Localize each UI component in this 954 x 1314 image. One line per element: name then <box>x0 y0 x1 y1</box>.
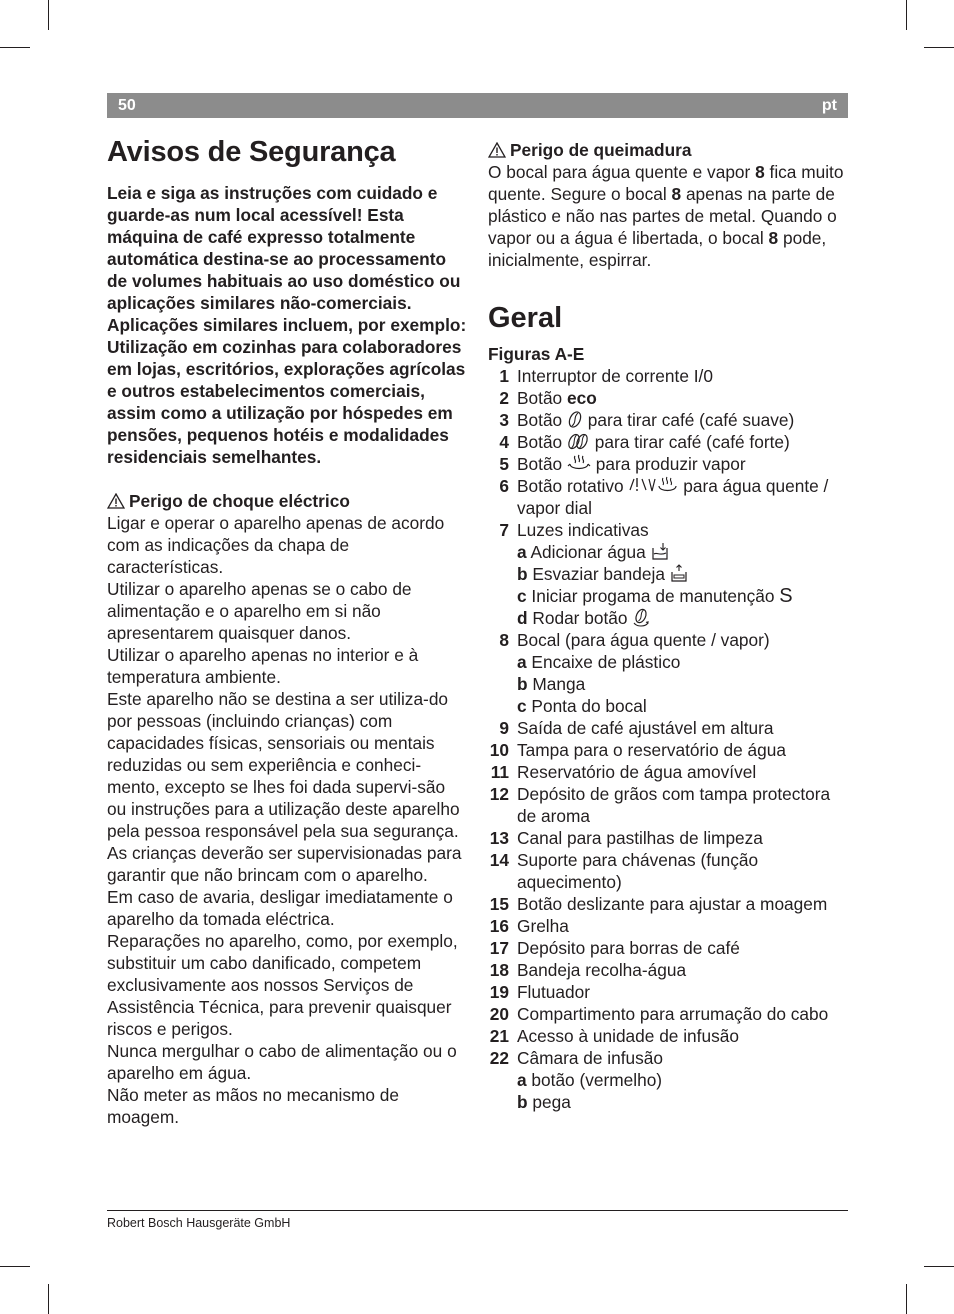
item-text: Botão <box>517 388 567 408</box>
warning-triangle-icon <box>107 493 125 509</box>
safety-paragraph: Nunca mergulhar o cabo de alimentação ou o aparelho em água. <box>107 1041 457 1083</box>
turn-knob-icon <box>632 608 650 627</box>
item-number: 6 <box>499 476 509 496</box>
page-number: 50 <box>118 97 136 114</box>
item-text: para água quente / vapor dial <box>517 476 829 518</box>
list-item <box>488 981 850 1003</box>
item-text: Botão deslizante para ajustar a moagem <box>517 894 828 914</box>
item-number: 16 <box>489 916 509 936</box>
burn-warning-title: Perigo de queimadura <box>510 140 692 160</box>
item-text: Botão <box>517 454 567 474</box>
section-title-general: Geral <box>488 302 563 334</box>
item-number: 2 <box>499 388 509 408</box>
burn-warning-paragraph <box>488 161 850 271</box>
strong-coffee-beans-icon <box>567 432 590 451</box>
sub-item <box>517 563 850 585</box>
burn-ref-number: 8 <box>671 184 682 204</box>
list-item <box>488 1047 850 1113</box>
burn-ref-number: 8 <box>755 162 765 182</box>
item-text: Botão <box>517 432 567 452</box>
mild-coffee-bean-icon <box>567 410 583 429</box>
figures-label: Figuras A-E <box>488 344 585 364</box>
list-item <box>488 431 850 453</box>
safety-paragraph: As crianças deverão ser supervisionadas para garantir que não brincam com o aparelho. <box>107 843 462 885</box>
item-number: 1 <box>499 366 509 386</box>
sub-letter: a <box>517 652 527 672</box>
item-text: Luzes indicativas <box>517 520 649 540</box>
sub-item <box>517 607 850 629</box>
sub-item <box>517 695 850 717</box>
item-text: Reservatório de água amovível <box>517 762 757 782</box>
sub-letter: a <box>517 542 527 562</box>
item-text: Grelha <box>517 916 569 936</box>
item-number: 5 <box>499 454 509 474</box>
item-text: Depósito para borras de café <box>517 938 740 958</box>
item-text: Bocal (para água quente / vapor) <box>517 630 770 650</box>
sub-item <box>517 1091 850 1113</box>
item-text: para produzir vapor <box>590 454 746 474</box>
item-number: 12 <box>489 784 509 804</box>
list-item <box>488 783 850 827</box>
shock-warning-title: Perigo de choque eléctrico <box>129 491 350 511</box>
footer-company: Robert Bosch Hausgeräte GmbH <box>107 1216 291 1230</box>
safety-paragraph: Utilizar o aparelho apenas no interior e à temperatura ambiente. <box>107 645 419 687</box>
item-number: 14 <box>489 850 509 870</box>
list-item <box>488 519 850 629</box>
list-item <box>488 761 850 783</box>
add-water-icon <box>651 542 669 561</box>
item-text: Botão <box>517 410 567 430</box>
safety-paragraph: Utilizar o aparelho apenas se o cabo de alimentação e o aparelho em si não apresentarem quaisquer danos. <box>107 579 412 643</box>
item-number: 17 <box>489 938 509 958</box>
item-text: Acesso à unidade de infusão <box>517 1026 739 1046</box>
burn-ref-number: 8 <box>768 228 779 248</box>
sub-letter: a <box>517 1070 527 1090</box>
sub-text: Rodar botão <box>527 608 633 628</box>
sub-item <box>517 673 850 695</box>
sub-text: botão (vermelho) <box>526 1070 663 1090</box>
item-number: 7 <box>499 520 509 540</box>
safety-paragraph: Em caso de avaria, desligar imediatamente o aparelho da tomada eléctrica. <box>107 887 453 929</box>
item-text: Compartimento para arrumação do cabo <box>517 1004 829 1024</box>
list-item <box>488 959 850 981</box>
list-item <box>488 409 850 431</box>
sub-item <box>517 651 850 673</box>
item-number: 15 <box>489 894 509 914</box>
sub-text: Ponta do bocal <box>526 696 647 716</box>
sub-text: Encaixe de plástico <box>526 652 681 672</box>
burn-text: fica muito quente. Segure o bocal <box>488 162 844 204</box>
intro-paragraph: Leia e siga as instruções com cuidado e guarde-as num local acessível! Esta máquina de café expresso totalmente automática destina-se ao processamento de volumes habituais ao uso doméstico ou aplicações similares não-comerciais. Aplicações similares incluem, por exemplo: Utilização em cozinhas para colaboradores em lojas, escritórios, explorações agrícolas e outros estabelecimentos comerciais, assim como a utilização por hóspedes em pensões, pequenos hotéis e modalidades residenciais semelhantes. <box>107 183 467 467</box>
item-text: Canal para pastilhas de limpeza <box>517 828 763 848</box>
crop-mark <box>0 1266 30 1267</box>
list-item <box>488 365 850 387</box>
steam-icon <box>567 454 591 473</box>
list-item <box>488 915 850 937</box>
crop-mark <box>48 0 49 30</box>
warning-triangle-icon <box>488 142 506 158</box>
item-number: 10 <box>489 740 509 760</box>
list-item <box>488 1003 850 1025</box>
item-text: Suporte para chávenas (função aquecimento) <box>517 850 759 892</box>
item-text: Flutuador <box>517 982 591 1002</box>
hot-water-steam-icon <box>628 476 678 495</box>
sub-text: Iniciar progama de manutenção <box>526 586 780 606</box>
list-item <box>488 387 850 409</box>
right-column <box>488 139 850 1113</box>
parts-list <box>488 365 850 1113</box>
item-text: Interruptor de corrente I/0 <box>517 366 713 386</box>
safety-paragraph: Este aparelho não se destina a ser utiliza-do por pessoas (incluindo crianças) com capacidades físicas, sensoriais ou mentais reduzidas ou sem experiência e conheci-mento, excepto se lhes foi dada supervi-são ou instruções para a utilização deste aparelho pela pessoa responsável pela sua segurança. <box>107 689 460 841</box>
eco-label: eco <box>566 388 597 408</box>
list-item <box>488 893 850 915</box>
sub-item <box>517 1069 850 1091</box>
list-item <box>488 1025 850 1047</box>
sub-item <box>517 541 850 563</box>
sub-text: Manga <box>527 674 586 694</box>
item-number: 9 <box>499 718 509 738</box>
sub-text: pega <box>527 1092 571 1112</box>
sub-letter: b <box>517 564 528 584</box>
item-number: 13 <box>489 828 509 848</box>
sub-letter: c <box>517 586 527 606</box>
safety-paragraph: Ligar e operar o aparelho apenas de acordo com as indicações da chapa de características. <box>107 513 445 577</box>
shock-warning-heading <box>107 490 467 512</box>
sub-letter: b <box>517 674 528 694</box>
burn-warning-heading <box>488 139 850 161</box>
item-number: 20 <box>489 1004 509 1024</box>
language-code: pt <box>821 97 837 114</box>
sub-text: Esvaziar bandeja <box>527 564 670 584</box>
item-text: Câmara de infusão <box>517 1048 664 1068</box>
item-text: Botão rotativo <box>517 476 629 496</box>
item-number: 18 <box>489 960 509 980</box>
list-item <box>488 739 850 761</box>
footer-divider <box>107 1210 848 1211</box>
sub-letter: b <box>517 1092 528 1112</box>
item-number: 11 <box>490 762 509 782</box>
crop-mark <box>906 1284 907 1314</box>
empty-tray-icon <box>670 564 688 583</box>
list-item <box>488 937 850 959</box>
crop-mark <box>906 0 907 30</box>
list-item <box>488 453 850 475</box>
item-number: 19 <box>489 982 509 1002</box>
page-header-bar <box>107 93 848 118</box>
sub-letter: d <box>517 608 528 628</box>
crop-mark <box>48 1284 49 1314</box>
item-text: para tirar café (café suave) <box>582 410 795 430</box>
service-s-icon: S <box>779 585 793 607</box>
crop-mark <box>0 47 30 48</box>
item-number: 22 <box>489 1048 509 1068</box>
burn-text: O bocal para água quente e vapor <box>488 162 756 182</box>
burn-text: apenas na parte de plástico e não nas partes de metal. Quando o vapor ou a água é libertada, o bocal <box>488 184 837 248</box>
sub-text: Adicionar água <box>526 542 651 562</box>
list-item <box>488 717 850 739</box>
item-text: Tampa para o reservatório de água <box>517 740 786 760</box>
sub-item <box>517 585 850 607</box>
sub-letter: c <box>517 696 527 716</box>
safety-paragraph: Não meter as mãos no mecanismo de moagem. <box>107 1085 399 1127</box>
item-number: 3 <box>499 410 509 430</box>
crop-mark <box>924 47 954 48</box>
item-number: 21 <box>489 1026 509 1046</box>
list-item <box>488 475 850 519</box>
list-item <box>488 629 850 717</box>
item-text: para tirar café (café forte) <box>589 432 790 452</box>
crop-mark <box>924 1266 954 1267</box>
burn-text: pode, inicialmente, espirrar. <box>488 228 827 270</box>
item-number: 4 <box>499 432 509 452</box>
list-item <box>488 849 850 893</box>
item-text: Depósito de grãos com tampa protectora de aroma <box>517 784 831 826</box>
item-number: 8 <box>499 630 509 650</box>
item-text: Bandeja recolha-água <box>517 960 687 980</box>
item-text: Saída de café ajustável em altura <box>517 718 774 738</box>
left-column <box>107 135 467 1128</box>
safety-paragraph: Reparações no aparelho, como, por exemplo, substituir um cabo danificado, competem exclusivamente aos nossos Serviços de Assistência Técnica, para prevenir quaisquer riscos e perigos. <box>107 931 458 1039</box>
section-title-safety: Avisos de Segurança <box>107 136 396 168</box>
list-item <box>488 827 850 849</box>
